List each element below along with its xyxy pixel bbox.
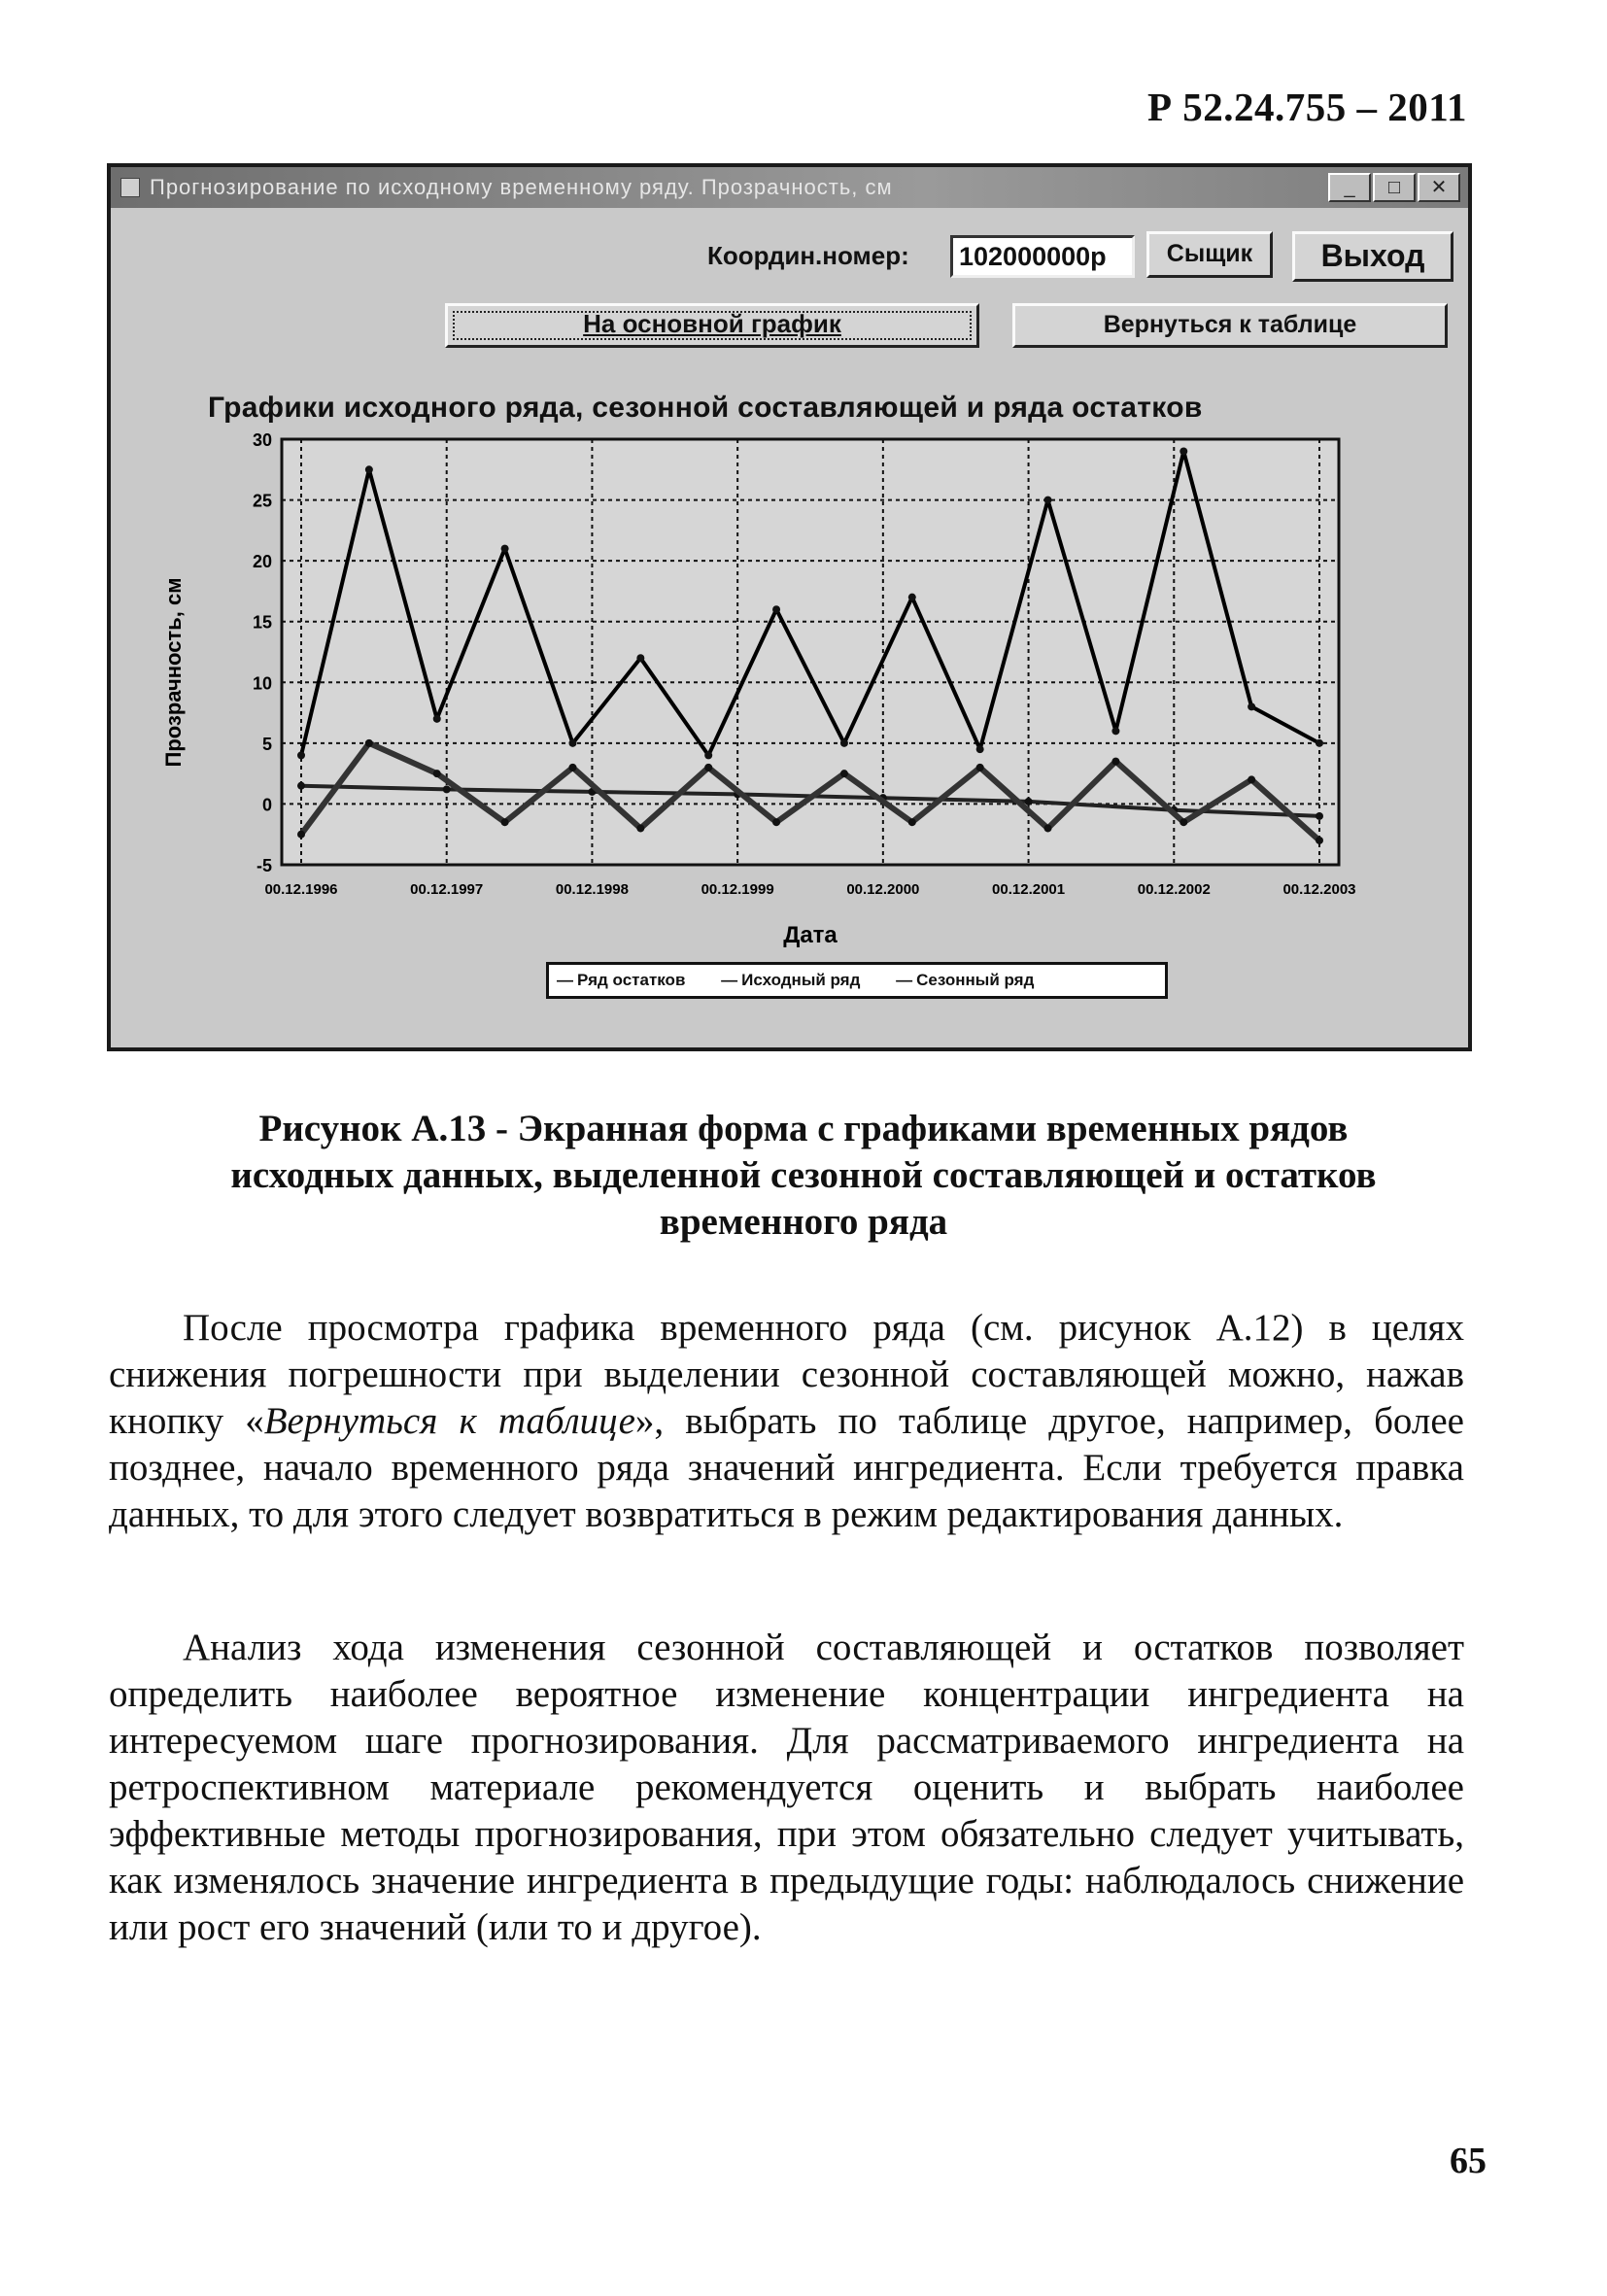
maximize-button[interactable]: □ (1373, 173, 1416, 202)
x-tick-label: 00.12.1997 (410, 881, 484, 898)
data-point (772, 818, 780, 826)
data-point (772, 605, 780, 613)
data-point (908, 594, 916, 601)
data-point (1111, 727, 1119, 735)
data-point (1044, 497, 1052, 504)
coord-number-field[interactable]: 102000000р (950, 235, 1135, 278)
figure-caption (146, 1106, 1461, 1246)
data-point (297, 751, 305, 759)
document-code: Р 52.24.755 – 2011 (1146, 85, 1467, 129)
x-tick-label: 00.12.1996 (264, 881, 338, 898)
y-tick-label: 5 (261, 734, 272, 754)
data-point (636, 824, 644, 832)
data-point (1180, 448, 1187, 456)
data-point (840, 739, 848, 747)
paragraph-2: Анализ хода изменения сезонной составляющей и остатков позволяет определить наиболее вероятное изменение концентрации ингредиента на интересуемом шаге прогнозирования. Для рассматриваемого ингредиента на ретроспективном материале рекомендуется оценить и выбрать наиболее эффективные методы прогнозирования, при этом обязательно следует учитывать, как изменялось значение ингредиента в предыдущие годы: наблюдалось снижение или рост его значений (или то и другое). (109, 1627, 1464, 1948)
back-to-table-button[interactable]: Вернуться к таблице (1012, 303, 1448, 348)
x-tick-labels (264, 881, 1355, 898)
y-tick-label: -5 (256, 856, 272, 875)
exit-button[interactable]: Выход (1292, 231, 1453, 282)
data-point (636, 654, 644, 662)
data-point (704, 751, 712, 759)
y-tick-label: 0 (261, 795, 272, 815)
window-title: Прогнозирование по исходному временному ряду. Прозрачность, см (150, 175, 893, 199)
data-point (1025, 798, 1033, 805)
x-tick-label: 00.12.2000 (846, 881, 920, 898)
data-point (1248, 775, 1255, 783)
legend-item-residuals: — Ряд остатков (557, 971, 686, 989)
data-point (433, 715, 441, 723)
data-point (501, 545, 509, 553)
data-point (1248, 703, 1255, 710)
page-number: 65 (1450, 2141, 1487, 2181)
chart-title: Графики исходного ряда, сезонной составляющей и ряда остатков (208, 392, 1203, 424)
chart (111, 167, 1468, 1047)
data-point (1316, 812, 1323, 820)
data-point (908, 818, 916, 826)
main-chart-button[interactable]: На основной график (445, 303, 979, 348)
x-tick-label: 00.12.1999 (701, 881, 774, 898)
legend-marker: — (557, 971, 573, 989)
x-tick-label: 00.12.2003 (1282, 881, 1356, 898)
screenshot-window (107, 163, 1472, 1051)
legend-item-seasonal: — Сезонный ряд (896, 971, 1035, 989)
minimize-button[interactable]: _ (1328, 173, 1371, 202)
data-point (976, 764, 984, 771)
button-reference: Вернуться к таблице (263, 1400, 635, 1442)
data-point (1180, 818, 1187, 826)
caption-line: временного ряда (659, 1201, 948, 1243)
y-tick-labels (253, 430, 272, 875)
legend-marker: — (896, 971, 913, 989)
legend-marker: — (721, 971, 738, 989)
y-tick-label: 15 (252, 612, 272, 633)
x-tick-label: 00.12.2002 (1137, 881, 1211, 898)
y-tick-label: 30 (252, 430, 272, 450)
y-tick-label: 20 (252, 552, 272, 572)
x-tick-label: 00.12.1998 (555, 881, 629, 898)
data-point (365, 739, 373, 747)
data-point (1316, 837, 1323, 844)
y-tick-label: 10 (252, 673, 272, 694)
data-point (433, 770, 441, 777)
y-axis-label: Прозрачность, см (161, 577, 186, 768)
data-point (501, 818, 509, 826)
data-point (297, 831, 305, 839)
data-point (365, 465, 373, 473)
coord-label: Координ.номер: (707, 241, 909, 270)
data-point (443, 785, 451, 793)
data-point (976, 745, 984, 753)
caption-line: исходных данных, выделенной сезонной составляющей и остатков (230, 1154, 1377, 1196)
data-point (568, 764, 576, 771)
close-button[interactable]: ✕ (1418, 173, 1460, 202)
data-point (568, 739, 576, 747)
chart-legend (546, 962, 1168, 999)
data-point (1316, 739, 1323, 747)
data-point (1044, 824, 1052, 832)
data-point (297, 782, 305, 790)
y-tick-label: 25 (252, 491, 272, 511)
legend-item-source: — Исходный ряд (721, 971, 861, 989)
x-axis-label: Дата (783, 922, 838, 948)
search-button[interactable]: Сыщик (1146, 231, 1273, 278)
data-point (840, 770, 848, 777)
data-point (704, 764, 712, 771)
caption-line: Рисунок А.13 - Экранная форма с графиками временных рядов (258, 1108, 1349, 1149)
data-point (1111, 758, 1119, 766)
paragraph-1: После просмотра графика временного ряда (см. рисунок А.12) в целях снижения погрешности при выделении сезонной составляющей можно, нажав кнопку «Вернуться к таблице», выбрать по таблице другое, например, более позднее, начало временного ряда значений ингредиента. Если требуется правка данных, то для этого следует возвратиться в режим редактирования данных. (109, 1307, 1464, 1535)
x-tick-label: 00.12.2001 (992, 881, 1066, 898)
